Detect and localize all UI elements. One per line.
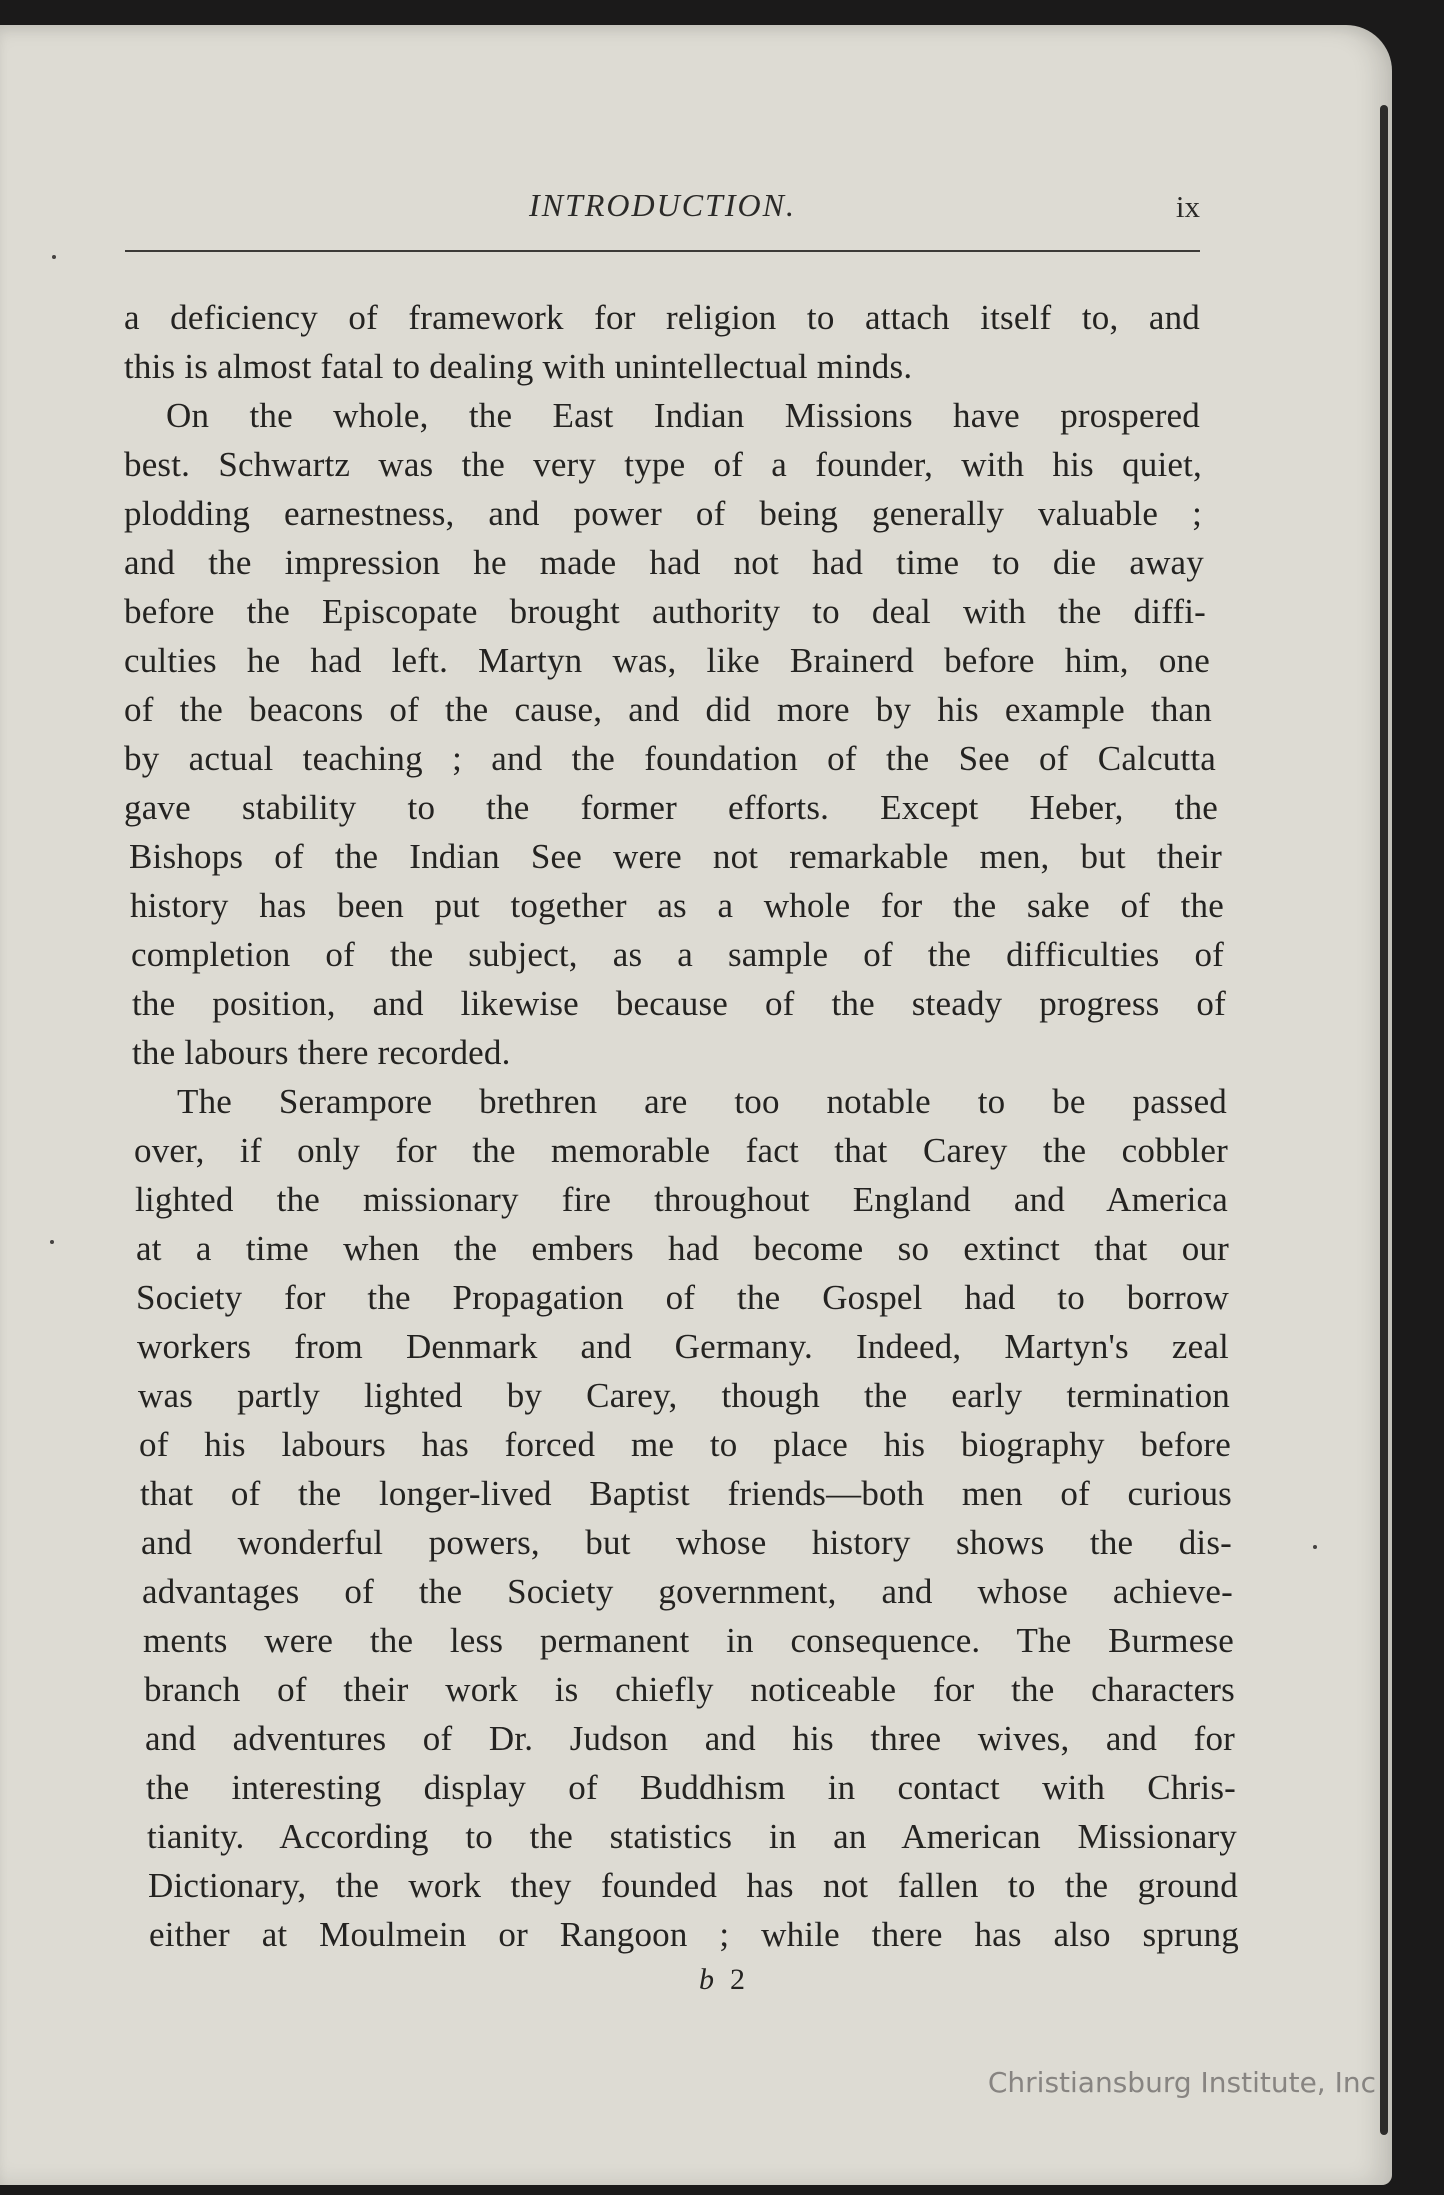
text-line: of his labours has forced me to place his biography before	[139, 1425, 1231, 1464]
paper-speck	[52, 255, 56, 259]
text-line: lighted the missionary fire throughout England and America	[135, 1180, 1228, 1219]
text-line: Bishops of the Indian See were not remarkable men, but their	[129, 837, 1222, 876]
text-line: culties he had left. Martyn was, like Brainerd before him, one	[124, 641, 1210, 680]
signature-number: 2	[730, 1963, 745, 1996]
book-page	[0, 25, 1392, 2185]
text-line: and adventures of Dr. Judson and his three wives, and for	[145, 1719, 1235, 1758]
page-number: ix	[1175, 189, 1200, 224]
text-line: either at Moulmein or Rangoon ; while there has also sprung	[149, 1915, 1239, 1954]
signature-mark	[0, 1963, 1392, 1997]
text-line: Society for the Propagation of the Gospel had to borrow	[136, 1278, 1229, 1317]
watermark-text: Christiansburg Institute, Inc	[987, 2066, 1376, 2099]
text-line: the interesting display of Buddhism in contact with Chris-	[146, 1768, 1236, 1807]
text-line: Dictionary, the work they founded has not fallen to the ground	[148, 1866, 1238, 1905]
text-line: that of the longer-lived Baptist friends—both men of curious	[140, 1474, 1232, 1513]
running-title: INTRODUCTION.	[529, 187, 796, 223]
text-line: workers from Denmark and Germany. Indeed, Martyn's zeal	[137, 1327, 1229, 1366]
text-line: history has been put together as a whole for the sake of the	[130, 886, 1224, 925]
text-line: by actual teaching ; and the foundation of the See of Calcutta	[124, 739, 1216, 778]
text-line: before the Episcopate brought authority to deal with the diffi-	[124, 592, 1206, 631]
text-line: On the whole, the East Indian Missions have prospered	[166, 396, 1200, 435]
text-line: advantages of the Society government, and whose achieve-	[142, 1572, 1233, 1611]
signature-letter: b	[699, 1963, 714, 1996]
text-line: The Serampore brethren are too notable to be passed	[177, 1082, 1227, 1121]
text-line: was partly lighted by Carey, though the early termination	[138, 1376, 1230, 1415]
page-edge-shadow	[1380, 105, 1388, 2135]
text-line: best. Schwartz was the very type of a founder, with his quiet,	[124, 445, 1202, 484]
text-line: gave stability to the former efforts. Except Heber, the	[124, 788, 1218, 827]
text-line: tianity. According to the statistics in an American Missionary	[147, 1817, 1237, 1856]
text-line: completion of the subject, as a sample of the difficulties of	[131, 935, 1224, 974]
text-line: of the beacons of the cause, and did more by his example than	[124, 690, 1212, 729]
text-line: a deficiency of framework for religion to attach itself to, and	[124, 298, 1200, 337]
text-line: and the impression he made had not had time to die away	[124, 543, 1204, 582]
text-line: branch of their work is chiefly noticeable for the characters	[144, 1670, 1235, 1709]
text-line: at a time when the embers had become so extinct that our	[136, 1229, 1229, 1268]
header-rule	[125, 250, 1200, 252]
paper-speck	[1313, 1545, 1317, 1549]
running-head	[125, 187, 1200, 237]
text-line: the position, and likewise because of the steady progress of	[132, 984, 1226, 1023]
text-line: ments were the less permanent in consequence. The Burmese	[143, 1621, 1234, 1660]
text-line: the labours there recorded.	[132, 1033, 511, 1072]
text-line: over, if only for the memorable fact that Carey the cobbler	[134, 1131, 1228, 1170]
text-line: and wonderful powers, but whose history shows the dis-	[141, 1523, 1232, 1562]
text-line: this is almost fatal to dealing with unintellectual minds.	[124, 347, 913, 386]
text-line: plodding earnestness, and power of being generally valuable ;	[124, 494, 1202, 533]
paper-speck	[50, 1240, 54, 1244]
